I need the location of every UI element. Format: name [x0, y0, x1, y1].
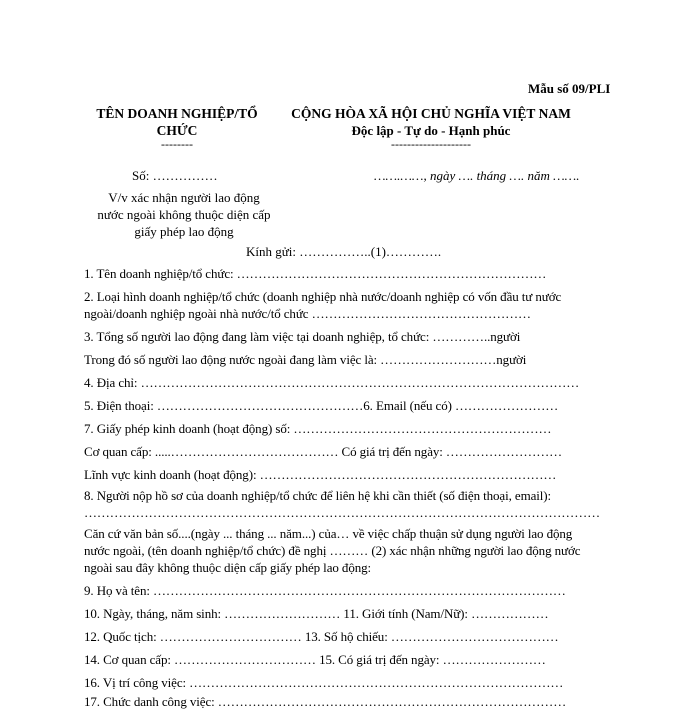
field-passport-agency-validity: 14. Cơ quan cấp: …………………………… 15. Có giá trị đến ngày: ……………………: [84, 652, 546, 667]
field-business-license: 7. Giấy phép kinh doanh (hoạt động) số: ……………………………………………………: [84, 421, 552, 436]
basis-text-line2: nước ngoài, (tên doanh nghiệp/tổ chức) đề nghị ……… (2) xác nhận những người lao động nước: [84, 543, 581, 558]
field-company-type-cont: ngoài/doanh nghiệp ngoài nhà nước/tổ chức ……………………………………………: [84, 306, 531, 321]
date-line: …….……, ngày …. tháng …. năm …….: [374, 168, 580, 183]
field-job-position: 16. Vị trí công việc: ……………………………………………………………………………: [84, 675, 564, 690]
basis-text-line3: ngoài sau đây không thuộc diện cấp giấy phép lao động:: [84, 560, 372, 575]
field-issuing-agency: Cơ quan cấp: .....………………………………… Có giá trị đến ngày: ………………………: [84, 444, 563, 459]
subject-line3: giấy phép lao động: [134, 224, 234, 239]
field-foreign-workers: Trong đó số người lao động nước ngoài đang làm việc là: ………………………người: [84, 352, 527, 367]
basis-text-line1: Căn cứ văn bản số....(ngày ... tháng ... năm...) của… về việc chấp thuận sử dụng người lao động: [84, 526, 573, 541]
recipient-line: Kính gửi: ……………..(1)………….: [246, 244, 442, 259]
org-name-line2: CHỨC: [156, 123, 198, 138]
org-separator: --------: [161, 137, 193, 151]
field-business-sector: Lĩnh vực kinh doanh (hoạt động): ……………………………………………………………: [84, 467, 557, 482]
nation-title: CỘNG HÒA XÃ HỘI CHỦ NGHĨA VIỆT NAM: [291, 106, 571, 121]
subject-block: [78, 190, 290, 240]
subject-line1: V/v xác nhận người lao động: [108, 190, 260, 205]
field-full-name: 9. Họ và tên: ……………………………………………………………………………………: [84, 583, 566, 598]
field-company-type: 2. Loại hình doanh nghiệp/tổ chức (doanh nghiệp nhà nước/doanh nghiệp có vốn đầu tư nước: [84, 289, 562, 304]
nation-block: [276, 106, 586, 152]
field-phone-email: 5. Điện thoại: …………………………………………6. Email (nếu có) ……………………: [84, 398, 559, 413]
subject-line2: nước ngoài không thuộc diện cấp: [97, 207, 271, 222]
organization-block: [78, 106, 276, 152]
field-birth-gender: 10. Ngày, tháng, năm sinh: ……………………… 11. Giới tính (Nam/Nữ): ………………: [84, 606, 549, 621]
field-contact-dots: …………………………………………………………………………………………………………: [84, 505, 601, 520]
field-nationality-passport: 12. Quốc tịch: …………………………… 13. Số hộ chiếu: …………………………………: [84, 629, 559, 644]
field-job-title: 17. Chức danh công việc: ………………………………………………………………………: [84, 694, 567, 709]
document-number: Số: ……………: [132, 168, 218, 183]
nation-motto: Độc lập - Tự do - Hạnh phúc: [351, 123, 511, 138]
form-code: Mẫu số 09/PLI: [528, 81, 611, 96]
nation-separator: --------------------: [391, 137, 471, 151]
org-name-line1: TÊN DOANH NGHIỆP/TỔ: [96, 106, 258, 121]
field-address: 4. Địa chỉ: …………………………………………………………………………………………: [84, 375, 580, 390]
field-contact-person: 8. Người nộp hồ sơ của doanh nghiệp/tổ chức để liên hệ khi cần thiết (số điện thoại, email):: [84, 488, 552, 503]
field-company-name: 1. Tên doanh nghiệp/tổ chức: ………………………………………………………………: [84, 266, 547, 281]
field-total-workers: 3. Tổng số người lao động đang làm việc tại doanh nghiệp, tổ chức: …………..người: [84, 329, 521, 344]
